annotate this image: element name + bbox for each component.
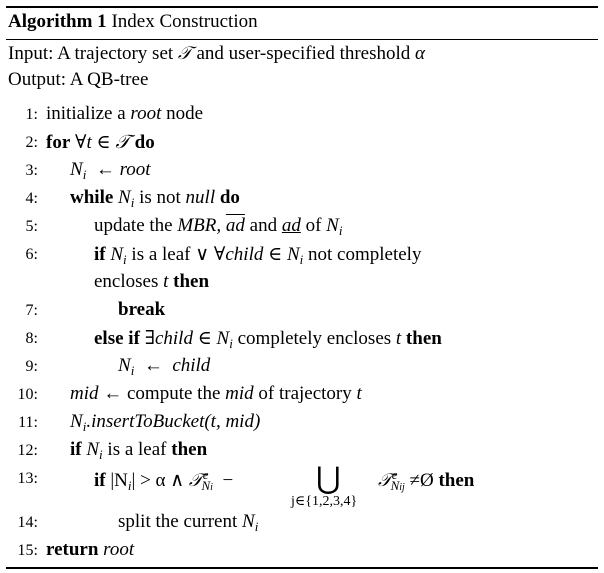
line-number: 2: — [25, 134, 38, 151]
line-number: 13: — [17, 470, 38, 487]
line-number: 4: — [25, 190, 38, 207]
bottom-rule — [6, 567, 598, 569]
algorithm-caption — [8, 11, 258, 33]
top-rule — [6, 6, 598, 8]
algorithm-label: Algorithm 1 — [8, 11, 107, 32]
line-number: 8: — [25, 330, 38, 347]
line-number: 1: — [25, 106, 38, 123]
algorithm-title: Index Construction — [111, 11, 258, 32]
line-number: 11: — [18, 414, 38, 431]
line-number: 14: — [17, 514, 38, 531]
line-number: 5: — [25, 218, 38, 235]
line-number: 6: — [25, 246, 38, 263]
line-number: 7: — [25, 302, 38, 319]
big-union-symbol: ⋃ — [316, 462, 341, 495]
union-index: j∈{1,2,3,4} — [291, 494, 358, 509]
input-line: Input: A trajectory set 𝒯 and user-specified threshold α — [8, 43, 426, 64]
line-number: 9: — [25, 358, 38, 375]
line-13: 13: if $|N_i| > \alpha$ ∧ 𝒯$^e_{Ni}$ − ⋃ j∈{1,2,3,4} 𝒯$^e_{Nij}$ ≠Ø then — [6, 467, 598, 511]
line-number: 12: — [17, 442, 38, 459]
line-number: 3: — [25, 162, 38, 179]
output-line: Output: A QB-tree — [8, 69, 149, 90]
line-number: 15: — [17, 542, 38, 559]
caption-rule — [6, 39, 598, 40]
line-number: 10: — [17, 386, 38, 403]
